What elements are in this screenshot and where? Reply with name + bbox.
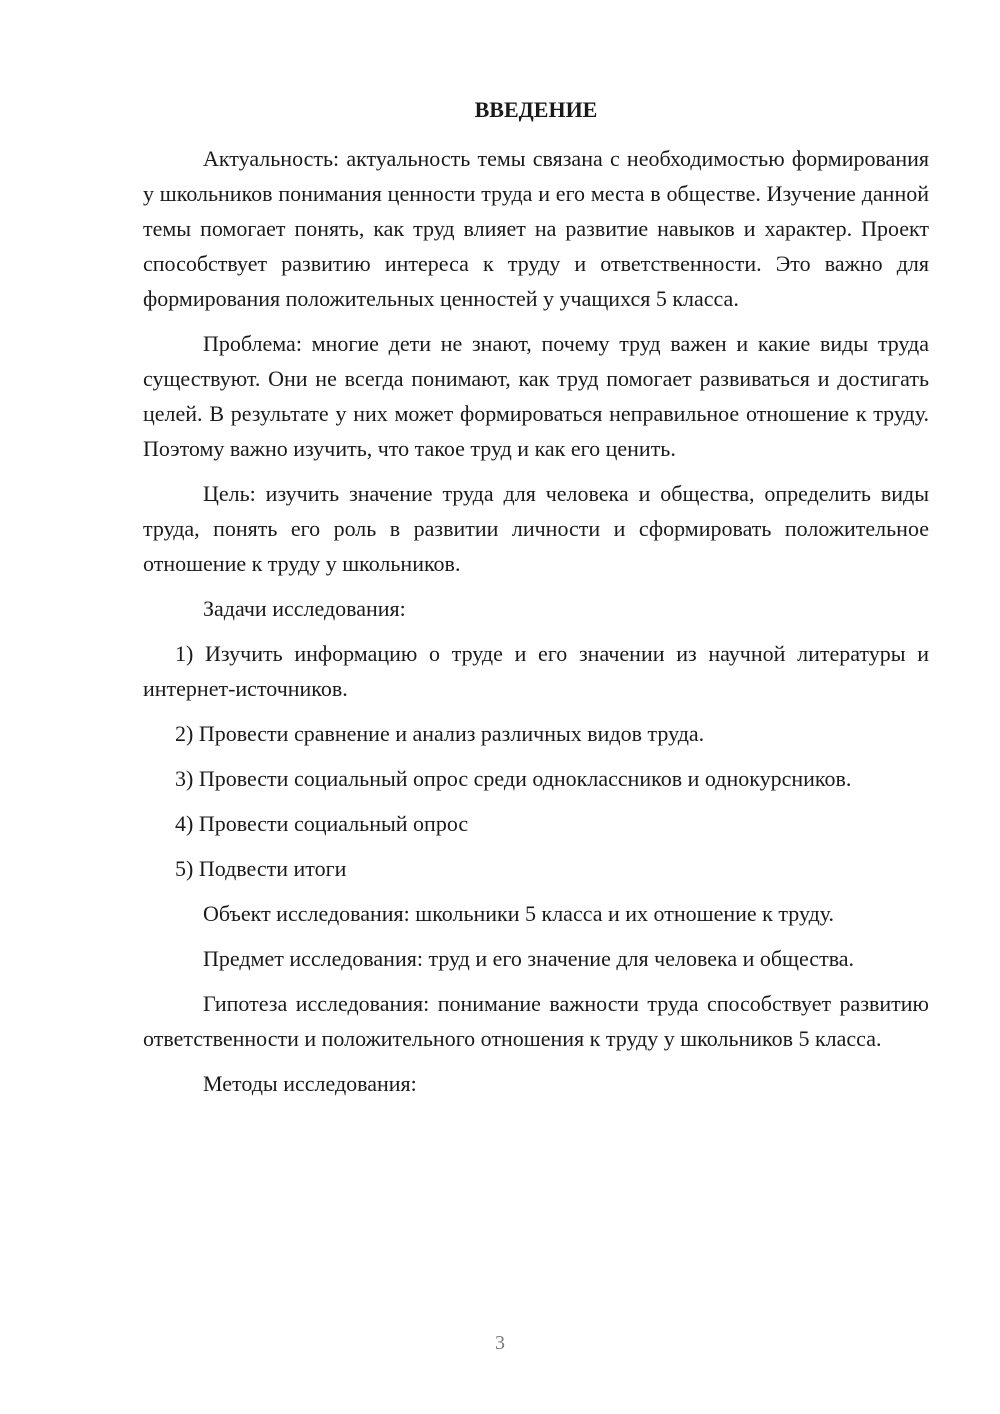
goal-paragraph: Цель: изучить значение труда для человека и общества, определить виды труда, понять его роль в развитии личности и сформировать положительное отношение к труду у школьников.	[143, 481, 929, 576]
page-number: 3	[495, 1332, 505, 1354]
task-item-1: 1) Изучить информацию о труде и его значении из научной литературы и интернет-источников.	[143, 641, 929, 701]
hypothesis-paragraph: Гипотеза исследования: понимание важности труда способствует развитию ответственности и положительного отношения к труду у школьников 5 класса.	[143, 991, 929, 1051]
problem-paragraph: Проблема: многие дети не знают, почему труд важен и какие виды труда существуют. Они не всегда понимают, как труд помогает развиваться и достигать целей. В результате у них может формироваться неправильное отношение к труду. Поэтому важно изучить, что такое труд и как его ценить.	[143, 331, 929, 461]
relevance-paragraph: Актуальность: актуальность темы связана с необходимостью формирования у школьников понимания ценности труда и его места в обществе. Изучение данной темы помогает понять, как труд влияет на развитие навыков и характер. Проект способствует развитию интереса к труду и ответственности. Это важно для формирования положительных ценностей у учащихся 5 класса.	[143, 146, 929, 311]
subject-paragraph: Предмет исследования: труд и его значение для человека и общества.	[203, 946, 855, 971]
tasks-heading: Задачи исследования:	[203, 596, 406, 621]
task-item-5: 5) Подвести итоги	[175, 856, 347, 881]
document-page	[143, 92, 929, 1111]
methods-heading: Методы исследования:	[203, 1071, 417, 1096]
task-item-4: 4) Провести социальный опрос	[175, 811, 469, 836]
task-item-3: 3) Провести социальный опрос среди одноклассников и однокурсников.	[175, 766, 852, 791]
document-title: ВВЕДЕНИЕ	[474, 97, 598, 122]
task-item-2: 2) Провести сравнение и анализ различных видов труда.	[175, 721, 705, 746]
object-paragraph: Объект исследования: школьники 5 класса и их отношение к труду.	[203, 901, 835, 926]
